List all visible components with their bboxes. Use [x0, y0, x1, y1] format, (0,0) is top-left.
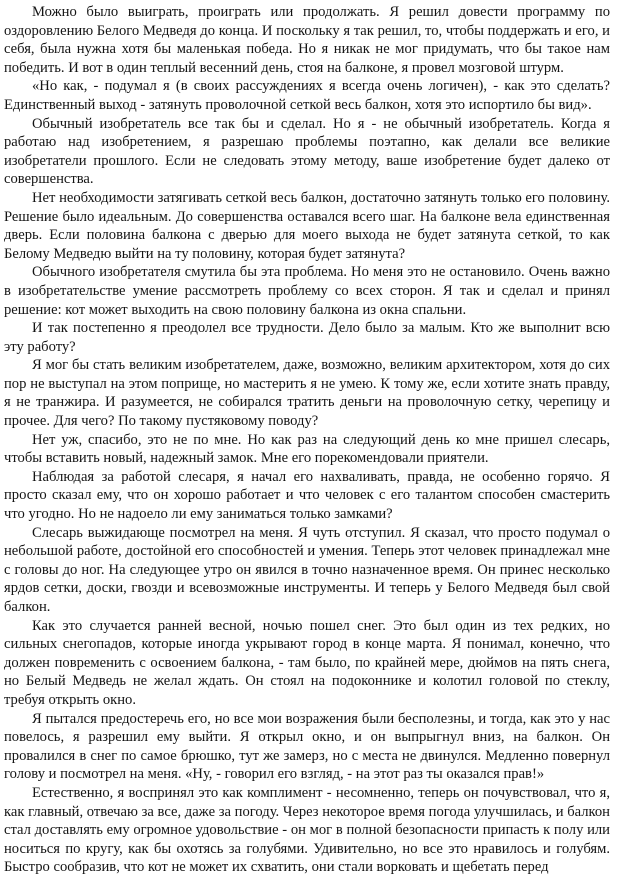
paragraph: Я пытался предостеречь его, но все мои возражения были бесполезны, и тогда, как это у нас повелось, я разрешил ему выйти. Я открыл окно, и он выпрыгнул вниз, на балкон. Он провалился в снег по самое брюшко, тут же замерз, но с места не двинулся. Медленно повернул голову и посмотрел на меня. «Ну, - говорил его взгляд, - на этот раз ты оказался прав!» — [4, 710, 610, 783]
paragraph: Как это случается ранней весной, ночью пошел снег. Это был один из тех редких, но сильных снегопадов, которые иногда укрывают город в конце марта. Я понимал, конечно, что должен повременить с освоением балкона, - там было, по крайней мере, дюймов на пять снега, но Белый Медведь не желал ждать. Он стоял на подоконнике и колотил головой по стеклу, требуя открыть окно. — [4, 617, 610, 708]
paragraph: Обычный изобретатель все так бы и сделал. Но я - не обычный изобретатель. Когда я работаю над изобретением, я разрешаю проблемы поэтапно, как делали все великие изобретатели прошлого. Если не следовать этому методу, ваше изобретение будет далеко от совершенства. — [4, 115, 610, 188]
paragraph: Естественно, я воспринял это как комплимент - несомненно, теперь он почувствовал, что я, как главный, отвечаю за все, даже за погоду. Через некоторое время погода улучшилась, и балкон стал доставлять ему огромное удовольствие - он мог в полной безопасности припасть к полу или носиться по кругу, как бы охотясь за голубями. Удивительно, но все это нравилось и голубям. Быстро сообразив, что кот не может их схватить, они стали ворковать и щебетать перед — [4, 784, 610, 876]
paragraph: Слесарь выжидающе посмотрел на меня. Я чуть отступил. Я сказал, что просто подумал о небольшой работе, достойной его способностей и умения. Теперь этот человек принадлежал мне с головы до ног. На следующее утро он явился в точно назначенное время. Он принес несколько ярдов сетки, доски, гвозди и всевозможные инструменты. И теперь у Белого Медведя был свой балкон. — [4, 524, 610, 615]
paragraph: Можно было выиграть, проиграть или продолжать. Я решил довести программу по оздоровлению Белого Медведя до конца. И поскольку я так решил, то, чтобы поддержать и его, и себя, была нужна хотя бы маленькая победа. Но я никак не мог придумать, что бы такое нам победить. И вот в один теплый весенний день, стоя на балконе, я провел мозговой штурм. — [4, 4, 610, 76]
paragraph: Нет необходимости затягивать сеткой весь балкон, достаточно затянуть только его половину. Решение было идеальным. До совершенства оставался всего шаг. На балконе вела единственная дверь. Если половина балкона с дверью для моего выхода не будет затянута сеткой, то как Белому Медведю выйти на ту половину, которая будет затянута? — [4, 189, 610, 262]
paragraph: Я мог бы стать великим изобретателем, даже, возможно, великим архитектором, хотя до сих пор не выступал на этом поприще, но мастерить я не умею. К тому же, если хотите знать правду, я не транжира. И разумеется, не собирался тратить деньги на проволочную сетку, черепицу и прочее. Для чего? По такому пустяковому поводу? — [4, 357, 610, 430]
paragraph: Обычного изобретателя смутила бы эта проблема. Но меня это не остановило. Очень важно в изобретательстве умение рассмотреть проблему со всех сторон. Я так и сделал и принял решение: кот может выходить на свою половину балкона из окна спальни. — [4, 264, 610, 318]
paragraph: Наблюдая за работой слесаря, я начал его нахваливать, правда, не особенно горячо. Я просто сказал ему, что он хорошо работает и что человек с его талантом способен смастерить что угодно. Но не надоело ли ему заниматься только замками? — [4, 468, 610, 523]
paragraph: И так постепенно я преодолел все трудности. Дело было за малым. Кто же выполнит всю эту работу? — [4, 320, 610, 355]
paragraph: Нет уж, спасибо, это не по мне. Но как раз на следующий день ко мне пришел слесарь, чтобы вставить новый, надежный замок. Мне его порекомендовали приятели. — [4, 431, 610, 467]
paragraph: «Но как, - подумал я (в своих рассуждениях я всегда очень логичен), - как это сделать? Единственный выход - затянуть проволочной сеткой весь балкон, хотя это испортило бы вид». — [4, 78, 610, 113]
